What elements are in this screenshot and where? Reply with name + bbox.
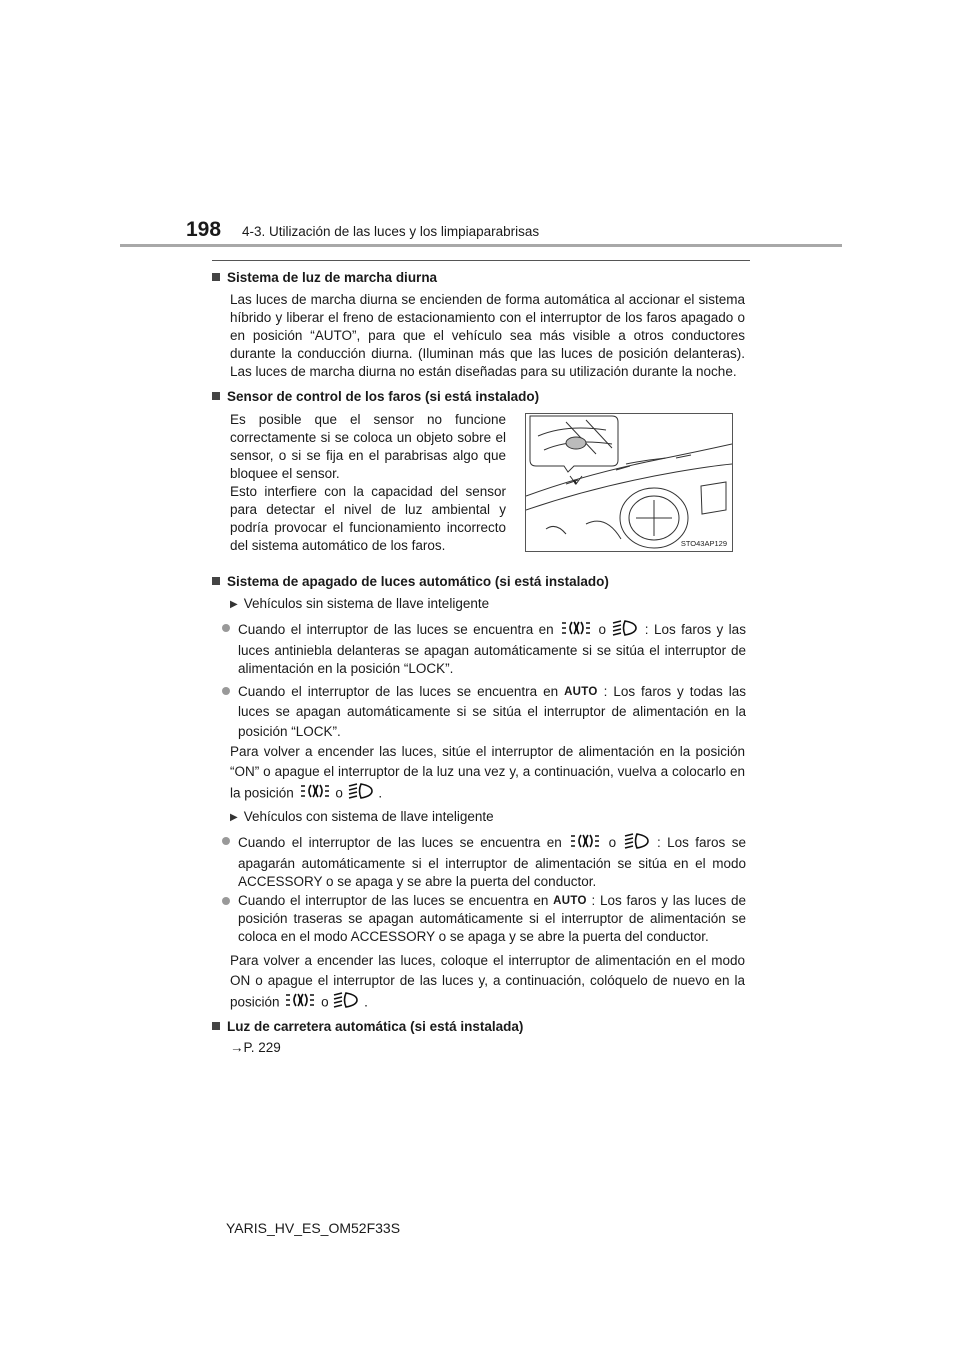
- sensor-illustration: [525, 413, 733, 552]
- headlight-icon: [623, 832, 651, 855]
- headlight-icon: [611, 619, 639, 642]
- drl-heading: [212, 270, 437, 285]
- text: o: [608, 835, 617, 851]
- round-bullet-icon: [222, 837, 230, 845]
- header-rule: [120, 244, 842, 247]
- parking-light-icon: [559, 620, 593, 641]
- smart-key-label: [230, 809, 494, 824]
- auto-icon: AUTO: [553, 895, 587, 907]
- text: Para volver a encender las luces, coloque el interruptor de alimentación en el modo ON o apague el interruptor de las luces y, a continuación, colóquelo de nuevo en la posición: [230, 953, 745, 1010]
- text: Para volver a encender las luces, sitúe el interruptor de alimentación en la posición “ON” o apague el interruptor de la luz una vez y, a continuación, vuelva a colocarlo en la posición: [230, 744, 745, 801]
- image-caption: STO43AP129: [680, 539, 727, 548]
- text: Cuando el interruptor de las luces se encuentra en: [238, 893, 549, 908]
- square-bullet-icon: [212, 1022, 220, 1030]
- text: Cuando el interruptor de las luces se encuentra en: [238, 622, 554, 638]
- high-beam-heading: [212, 1019, 523, 1034]
- auto-icon: AUTO: [564, 686, 598, 698]
- section-title: 4-3. Utilización de las luces y los limpiaparabrisas: [242, 224, 540, 239]
- text: : Los faros y las luces de posición traseras se apagan automáticamente si el interruptor de alimentación se coloca en el modo ACCESSORY o se apaga y se abre la puerta del conductor.: [238, 893, 746, 944]
- text: .: [378, 785, 383, 801]
- triangle-bullet-icon: ▶: [230, 812, 238, 823]
- text: Cuando el interruptor de las luces se encuentra en: [238, 684, 559, 699]
- drl-title: Sistema de luz de marcha diurna: [227, 270, 438, 285]
- no-key-restore: [230, 742, 745, 806]
- text: o: [321, 994, 329, 1010]
- text: Cuando el interruptor de las luces se encuentra en: [238, 835, 562, 851]
- page-reference-link[interactable]: →P. 229: [230, 1040, 281, 1055]
- square-bullet-icon: [212, 273, 220, 281]
- square-bullet-icon: [212, 577, 220, 585]
- parking-light-icon: [568, 833, 602, 854]
- square-bullet-icon: [212, 392, 220, 400]
- parking-light-icon: [283, 992, 317, 1014]
- headlight-icon: [347, 782, 375, 806]
- no-smart-key-label: [230, 596, 489, 611]
- text: o: [598, 622, 606, 638]
- sensor-body-2: Esto interfiere con la capacidad del sensor para detectar el nivel de luz ambiental y podría provocar el funcionamiento incorrecto del sistema automático de los faros.: [230, 484, 506, 553]
- no-key-bullet-2: [222, 682, 746, 742]
- round-bullet-icon: [222, 624, 230, 632]
- headlight-icon: [332, 991, 360, 1015]
- round-bullet-icon: [222, 897, 230, 905]
- key-restore: [230, 951, 745, 1015]
- drl-body: Las luces de marcha diurna se encienden de forma automática al accionar el sistema híbrido y liberar el freno de estacionamiento con el interruptor de los faros apagado o en posición “AUTO”, para que el vehículo sea más visible a otros conductores durante la conducción diurna. (Iluminan más que las luces de posición delanteras). Las luces de marcha diurna no están diseñadas para su utilización durante la noche.: [230, 292, 745, 379]
- content-top-rule: [212, 260, 750, 261]
- parking-light-icon: [298, 783, 332, 805]
- text: .: [364, 994, 368, 1010]
- key-bullet-1: [222, 832, 746, 891]
- sensor-title: Sensor de control de los faros (si está instalado): [227, 389, 540, 404]
- page-number: 198: [186, 218, 222, 241]
- auto-off-title: Sistema de apagado de luces automático (si está instalado): [227, 574, 609, 589]
- triangle-bullet-icon: ▶: [230, 599, 238, 610]
- dashboard-sensor-drawing: [526, 414, 732, 551]
- smart-key-label-text: Vehículos con sistema de llave inteligente: [243, 809, 494, 824]
- auto-off-heading: [212, 574, 609, 589]
- text: o: [335, 785, 343, 801]
- sensor-heading: [212, 389, 539, 404]
- no-key-bullet-1: [222, 619, 746, 678]
- no-smart-key-label-text: Vehículos sin sistema de llave inteligente: [243, 596, 490, 611]
- doc-code: YARIS_HV_ES_OM52F33S: [226, 1220, 401, 1236]
- round-bullet-icon: [222, 687, 230, 695]
- sensor-body-1: Es posible que el sensor no funcione correctamente si se coloca un objeto sobre el sensor, o si se fija en el parabrisas algo que bloquee el sensor.: [230, 412, 506, 481]
- text: : Los faros se apagarán automáticamente si el interruptor de alimentación se sitúa en el modo ACCESSORY o se apaga y se abre la puerta del conductor.: [238, 835, 746, 889]
- key-bullet-2: [222, 892, 746, 946]
- high-beam-title: Luz de carretera automática (si está instalada): [227, 1019, 524, 1034]
- text: : Los faros y todas las luces se apagan automáticamente si se sitúa el interruptor de alimentación en la posición “LOCK”.: [238, 684, 746, 739]
- text: : Los faros y las luces antiniebla delanteras se apagan automáticamente si se sitúa el interruptor de alimentación en la posición “LOCK”.: [238, 622, 746, 676]
